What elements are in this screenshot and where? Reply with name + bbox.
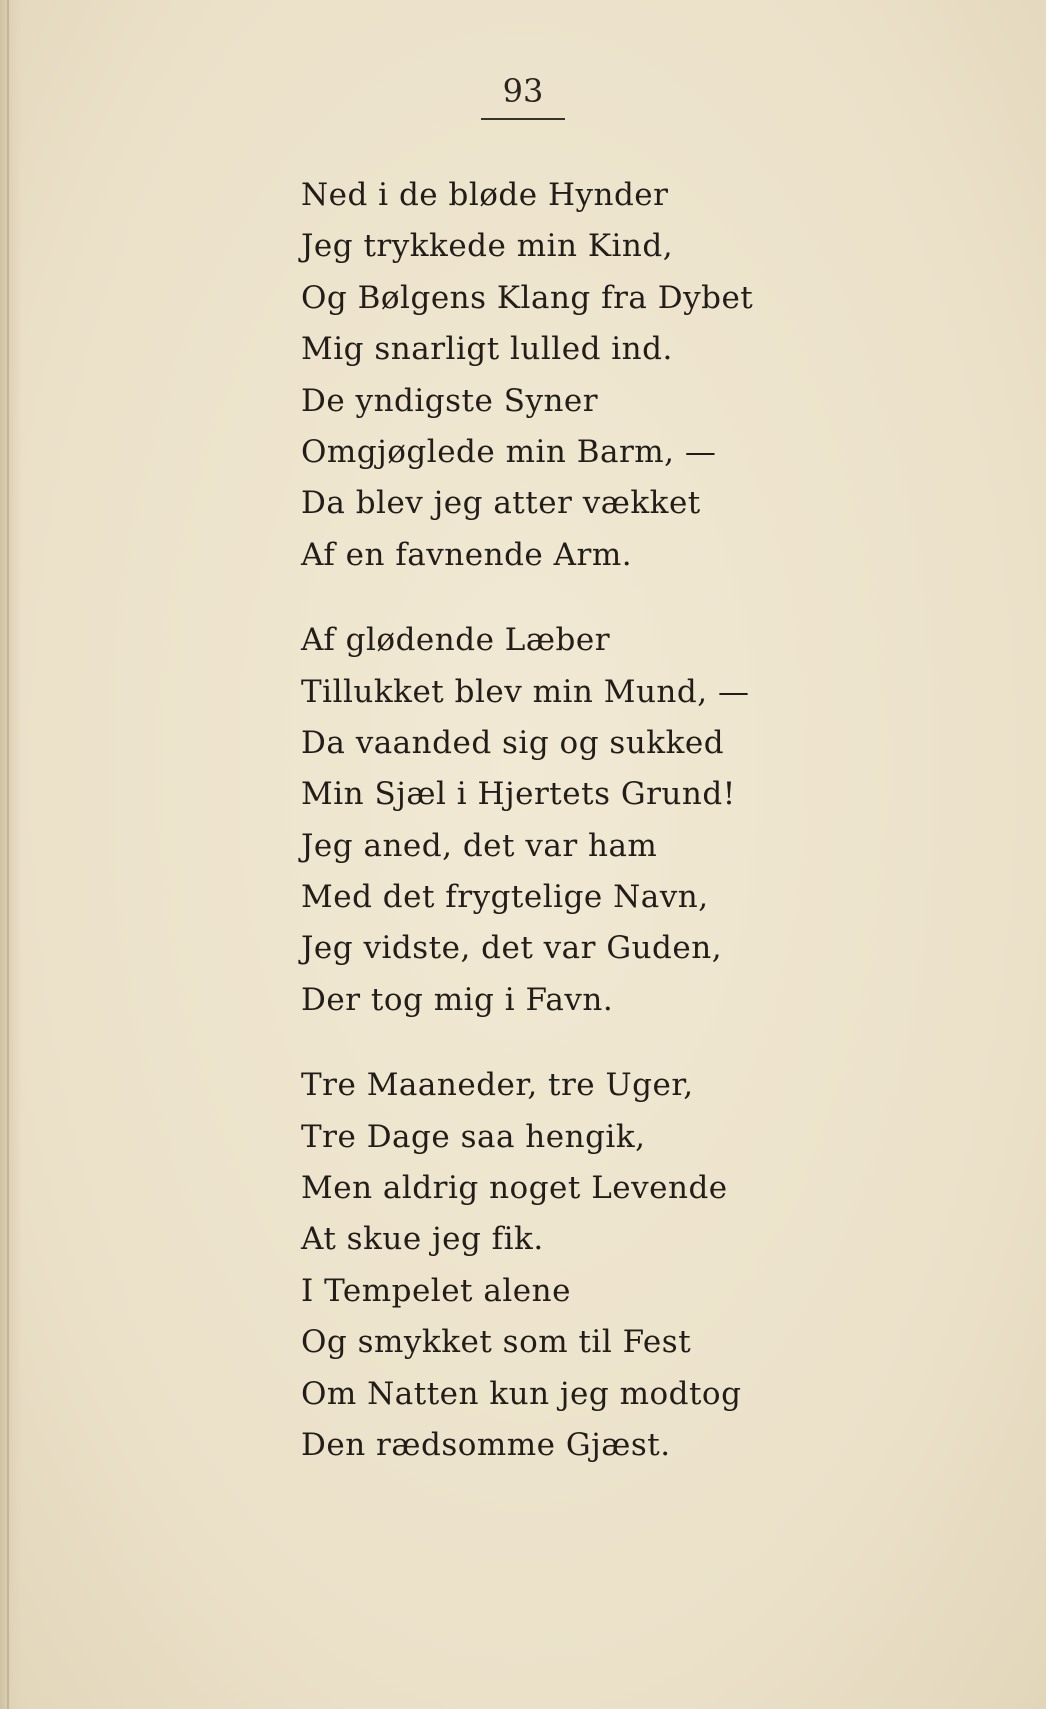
poem	[301, 170, 1001, 1505]
poem-line: Jeg vidste, det var Guden,	[301, 930, 723, 967]
poem-line: Den rædsomme Gjæst.	[301, 1426, 671, 1463]
poem-line: Min Sjæl i Hjertets Grund!	[301, 776, 736, 813]
poem-line: Tillukket blev min Mund, —	[301, 673, 750, 710]
poem-line: Og Bølgens Klang fra Dybet	[301, 279, 754, 316]
poem-line: Jeg trykkede min Kind,	[301, 228, 674, 265]
stanza-1	[301, 170, 1001, 581]
poem-line: Med det frygtelige Navn,	[301, 879, 709, 916]
poem-line: Da blev jeg atter vækket	[301, 485, 701, 522]
poem-line: Af en favnende Arm.	[301, 536, 633, 573]
stanza-3	[301, 1060, 1001, 1471]
page-number: 93	[502, 72, 544, 110]
poem-line: At skue jeg fik.	[301, 1221, 544, 1258]
poem-line: Tre Dage saa hengik,	[301, 1118, 646, 1155]
poem-line: Jeg aned, det var ham	[301, 827, 658, 864]
spine-edge	[7, 0, 9, 1709]
poem-line: Om Natten kun jeg modtog	[301, 1375, 742, 1412]
page-number-rule	[481, 118, 565, 120]
poem-line: Da vaanded sig og sukked	[301, 724, 725, 761]
spine-shadow	[0, 0, 22, 1709]
poem-line: Der tog mig i Favn.	[301, 981, 614, 1018]
poem-line: I Tempelet alene	[301, 1272, 571, 1309]
poem-line: Tre Maaneder, tre Uger,	[301, 1067, 694, 1104]
poem-line: Omgjøglede min Barm, —	[301, 433, 717, 470]
poem-line: Men aldrig noget Levende	[301, 1170, 728, 1207]
poem-line: Og smykket som til Fest	[301, 1324, 692, 1361]
poem-line: Ned i de bløde Hynder	[301, 177, 669, 213]
poem-line: Af glødende Læber	[301, 622, 611, 659]
stanza-2	[301, 615, 1001, 1026]
poem-line: De yndigste Syner	[301, 382, 599, 419]
poem-line: Mig snarligt lulled ind.	[301, 331, 673, 368]
